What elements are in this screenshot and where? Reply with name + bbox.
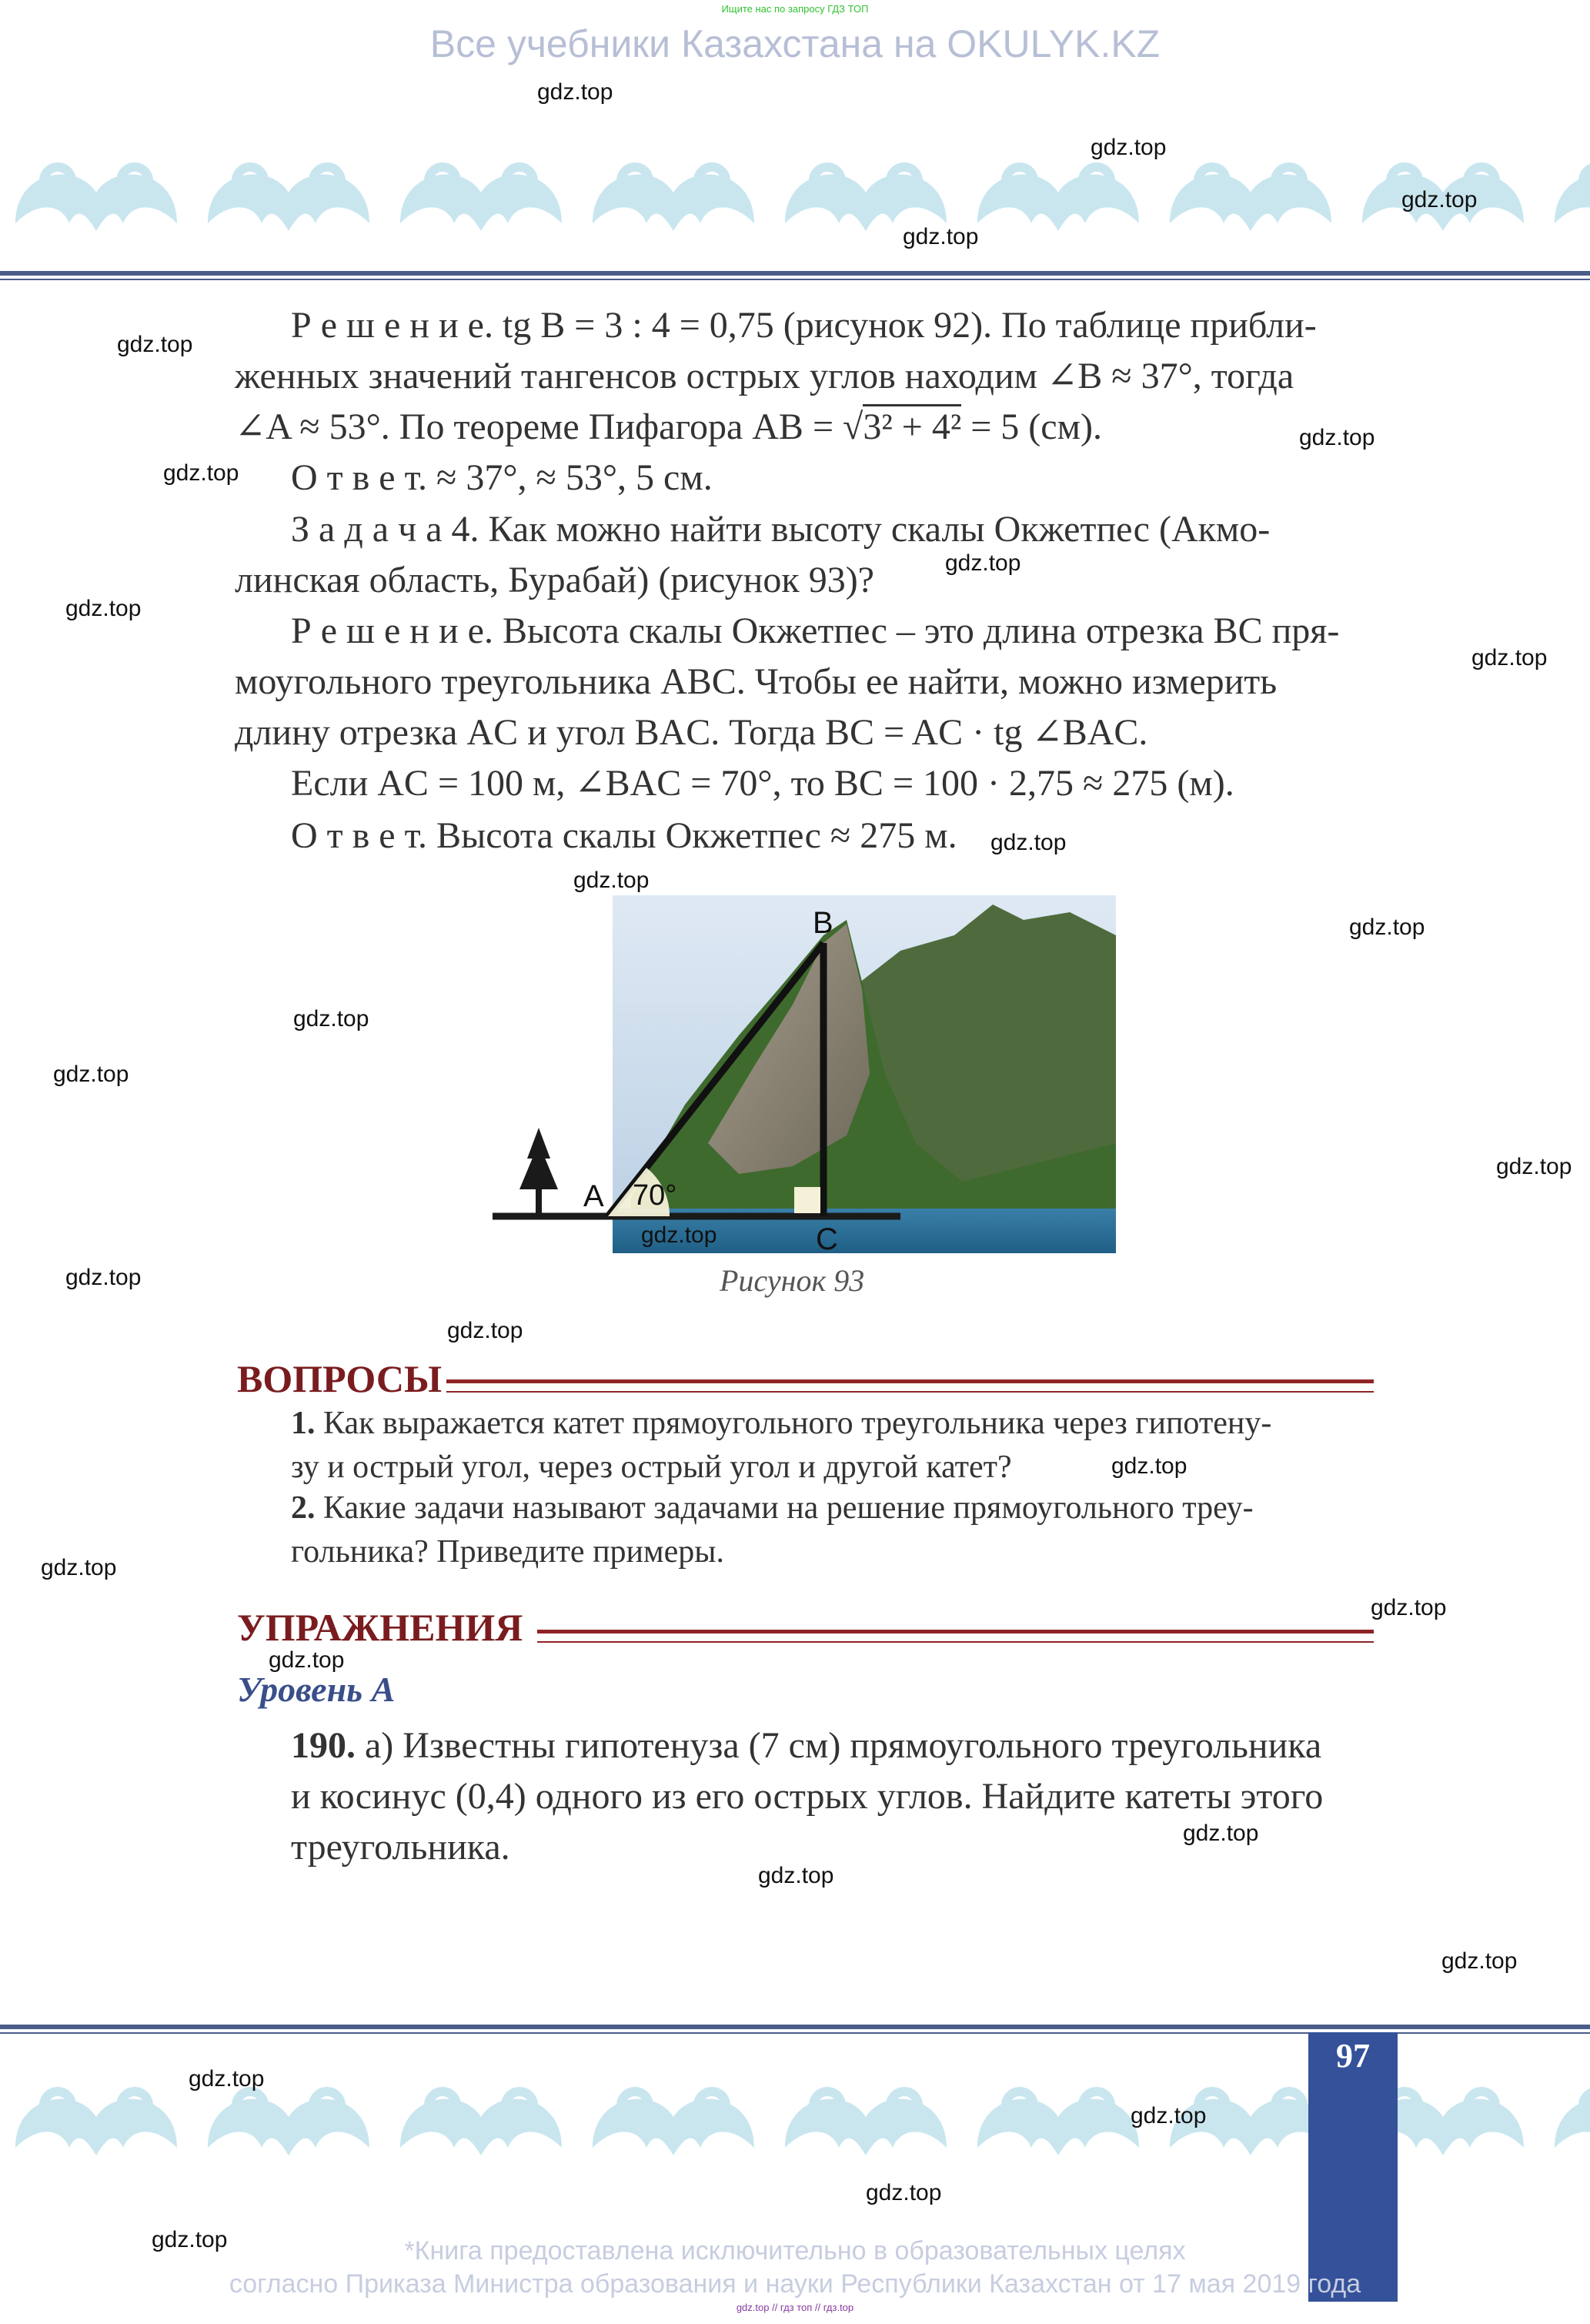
solution3-line2: женных значений тангенсов острых углов находим ∠B ≈ 37°, тогда — [235, 356, 1294, 396]
watermark: gdz.top — [1131, 2103, 1207, 2128]
watermark: gdz.top — [152, 2227, 228, 2252]
tree-trunk — [536, 1189, 542, 1216]
right-angle-marker — [794, 1187, 820, 1213]
tree-middle — [519, 1143, 558, 1189]
watermark: gdz.top — [1371, 1595, 1447, 1620]
watermark: gdz.top — [65, 596, 142, 621]
watermark: gdz.top — [163, 460, 239, 486]
vertex-a-label: A — [583, 1179, 604, 1213]
watermark: gdz.top — [537, 79, 613, 105]
solution3-line3 — [235, 402, 1102, 453]
solution3-answer: О т в е т. ≈ 37°, ≈ 53°, 5 см. — [291, 457, 713, 498]
top-rule-thin — [0, 279, 1590, 280]
watermark: gdz.top — [41, 1555, 117, 1580]
question-2-line1 — [291, 1486, 1254, 1530]
watermark: gdz.top — [1183, 1821, 1259, 1846]
watermark: gdz.top — [1441, 1948, 1518, 1974]
solution4-answer: О т в е т. Высота скалы Окжетпес ≈ 275 м. — [291, 815, 957, 856]
page-number: 97 — [1336, 2037, 1370, 2075]
vertex-b-label: B — [813, 906, 833, 940]
search-hint: Ищите нас по запросу ГДЗ ТОП — [721, 3, 869, 15]
watermark: gdz.top — [1299, 425, 1375, 450]
watermark: gdz.top — [65, 1265, 142, 1290]
watermark: gdz.top — [903, 224, 979, 249]
watermark: gdz.top — [293, 1006, 369, 1032]
sqrt-sign: √ — [843, 406, 863, 447]
watermark: gdz.top — [53, 1062, 129, 1087]
watermark: gdz.top — [990, 830, 1067, 855]
exercises-heading-line — [537, 1630, 1374, 1643]
exercise-190-text: а) Известны гипотенуза (7 см) прямоугольного треугольника — [365, 1725, 1322, 1766]
solution4-line3: длину отрезка AC и угол BAC. Тогда BC = AC · tg ∠BAC. — [235, 712, 1148, 753]
exercises-heading: УПРАЖНЕНИЯ — [237, 1606, 523, 1649]
solution4-line2: моугольного треугольника ABC. Чтобы ее найти, можно измерить — [235, 661, 1278, 702]
site-title[interactable]: Все учебники Казахстана на OKULYK.KZ — [429, 22, 1161, 65]
watermark: gdz.top — [1091, 135, 1167, 160]
question-2-number: 2. — [291, 1490, 316, 1526]
question-1-text: Как выражается катет прямоугольного треугольника через гипотену- — [323, 1406, 1272, 1441]
top-rule — [0, 271, 1590, 276]
questions-heading: ВОПРОСЫ — [237, 1357, 443, 1400]
watermark: gdz.top — [866, 2180, 942, 2205]
footer-line1: *Книга предоставлена исключительно в образовательных целях — [404, 2236, 1186, 2265]
watermark: gdz.top — [945, 550, 1021, 576]
watermark: gdz.top — [1111, 1453, 1187, 1479]
sqrt-radicand: 3² + 4² — [863, 404, 961, 447]
solution3-line3-text: ∠A ≈ 53°. По теореме Пифагора AB = — [235, 406, 843, 447]
figure-93 — [485, 889, 1124, 1259]
question-2-line2: гольника? Приведите примеры. — [291, 1534, 724, 1570]
question-1-number: 1. — [291, 1406, 316, 1441]
question-2-text: Какие задачи называют задачами на решение прямоугольного треу- — [323, 1490, 1254, 1526]
watermark: gdz.top — [117, 332, 193, 357]
watermark: gdz.top — [189, 2066, 265, 2092]
watermark: gdz.top — [641, 1222, 717, 1248]
watermark: gdz.top — [758, 1863, 834, 1888]
watermark: gdz.top — [447, 1318, 523, 1343]
question-1-line2: зу и острый угол, через острый угол и другой катет? — [291, 1450, 1012, 1485]
watermark: gdz.top — [1471, 645, 1548, 670]
questions-heading-line — [446, 1379, 1374, 1393]
exercise-190-line2: и косинус (0,4) одного из его острых углов. Найдите катеты этого — [291, 1776, 1324, 1817]
level-a-heading: Уровень А — [237, 1670, 396, 1709]
angle-label: 70° — [633, 1179, 677, 1212]
watermark: gdz.top — [1496, 1154, 1572, 1179]
vertex-c-label: C — [816, 1222, 838, 1256]
solution3-line1: Р е ш е н и е. tg B = 3 : 4 = 0,75 (рисунок 92). По таблице прибли- — [291, 305, 1317, 346]
task4-line1: З а д а ч а 4. Как можно найти высоту скалы Окжетпес (Акмо- — [291, 509, 1271, 550]
figure-caption: Рисунок 93 — [720, 1263, 865, 1298]
question-1-line1 — [291, 1401, 1271, 1446]
watermark: gdz.top — [1349, 915, 1425, 940]
exercise-190-number: 190. — [291, 1725, 356, 1766]
solution4-line4: Если AC = 100 м, ∠BAC = 70°, то BC = 100 · 2,75 ≈ 275 (м). — [291, 763, 1234, 804]
footer-line2: согласно Приказа Министра образования и науки Республики Казахстан от 17 мая 2019 года — [229, 2269, 1361, 2299]
watermark: gdz.top — [1401, 187, 1478, 212]
exercise-190-line3: треугольника. — [291, 1827, 510, 1868]
solution3-line3-result: = 5 (см). — [961, 406, 1102, 447]
bottom-rule — [0, 2025, 1590, 2029]
exercise-190-line1 — [291, 1720, 1321, 1771]
watermark: gdz.top — [269, 1647, 345, 1673]
top-ornament-band — [0, 139, 1590, 246]
watermark: gdz.top — [573, 868, 650, 893]
task4-line2: линская область, Бурабай) (рисунок 93)? — [235, 560, 874, 600]
footer-links[interactable]: gdz.top // гдз топ // гдз.top — [736, 2302, 854, 2313]
solution4-line1: Р е ш е н и е. Высота скалы Окжетпес – это длина отрезка BC пря- — [291, 610, 1340, 651]
